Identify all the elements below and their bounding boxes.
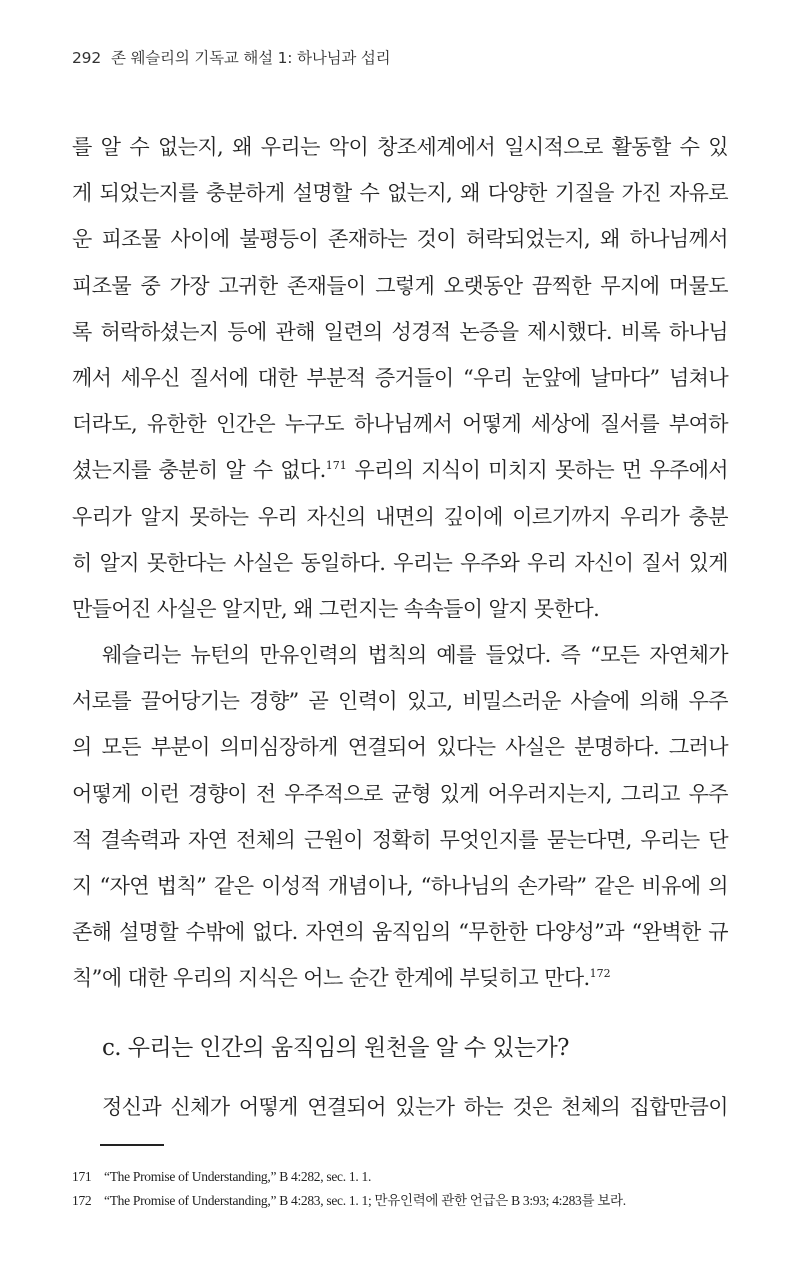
text-line: 지 “자연 법칙” 같은 이성적 개념이나, “하나님의 손가락” 같은 비유에 의 bbox=[72, 874, 728, 898]
footnote-ref-171[interactable]: 171 bbox=[325, 459, 347, 473]
footnote-text: “The Promise of Understanding,” B 4:283, sec. 1. 1; 만유인력에 관한 언급은 B 3:93; 4:283를 보라. bbox=[104, 1193, 626, 1208]
footnote-171 bbox=[72, 1165, 732, 1189]
section-heading: c. 우리는 인간의 움직임의 원천을 알 수 있는가? bbox=[102, 1034, 569, 1061]
text-line: 정신과 신체가 어떻게 연결되어 있는가 하는 것은 천체의 집합만큼이 bbox=[102, 1094, 728, 1119]
text-line: 존해 설명할 수밖에 없다. 자연의 움직임의 “무한한 다양성”과 “완벽한 규 bbox=[72, 920, 728, 945]
text-line bbox=[72, 955, 728, 1001]
text-line: 록 허락하셨는지 등에 관해 일련의 성경적 논증을 제시했다. 비록 하나님 bbox=[72, 319, 728, 344]
footnote-text: “The Promise of Understanding,” B 4:282, sec. 1. 1. bbox=[104, 1169, 372, 1184]
text-line: 운 피조물 사이에 불평등이 존재하는 것이 허락되었는지, 왜 하나님께서 bbox=[72, 227, 728, 252]
text-line: 웨슬리는 뉴턴의 만유인력의 법칙의 예를 들었다. 즉 “모든 자연체가 bbox=[102, 643, 728, 668]
footnote-number: 172 bbox=[72, 1193, 92, 1208]
line-text: 셨는지를 충분히 알 수 없다. bbox=[72, 458, 326, 483]
text-line: 만들어진 사실은 알지만, 왜 그런지는 속속들이 알지 못한다. bbox=[72, 596, 600, 621]
text-line bbox=[72, 447, 728, 493]
page-number: 292 bbox=[72, 49, 101, 67]
footnote-divider bbox=[100, 1144, 164, 1146]
text-line: 적 결속력과 자연 전체의 근원이 정확히 무엇인지를 묻는다면, 우리는 단 bbox=[72, 827, 728, 852]
body-text bbox=[72, 124, 728, 1130]
line-text: 칙”에 대한 우리의 지식은 어느 순간 한계에 부딪히고 만다. bbox=[72, 966, 590, 991]
paragraph-1 bbox=[72, 124, 728, 632]
footnote-172 bbox=[72, 1189, 732, 1213]
text-line: 의 모든 부분이 의미심장하게 연결되어 있다는 사실은 분명하다. 그러나 bbox=[72, 735, 728, 760]
text-line: 히 알지 못한다는 사실은 동일하다. 우리는 우주와 우리 자신이 질서 있게 bbox=[72, 550, 728, 575]
footnote-number: 171 bbox=[72, 1169, 92, 1184]
footnotes bbox=[72, 1165, 732, 1213]
running-header bbox=[72, 46, 390, 68]
line-text: 우리의 지식이 미치지 못하는 먼 우주에서 bbox=[346, 458, 728, 483]
text-line: 서로를 끌어당기는 경향” 곧 인력이 있고, 비밀스러운 사슬에 의해 우주 bbox=[72, 689, 728, 714]
paragraph-3 bbox=[72, 1084, 728, 1130]
running-title: 존 웨슬리의 기독교 해설 1: 하나님과 섭리 bbox=[111, 49, 391, 67]
paragraph-2 bbox=[72, 632, 728, 1002]
footnote-ref-172[interactable]: 172 bbox=[589, 967, 611, 981]
text-line: 더라도, 유한한 인간은 누구도 하나님께서 어떻게 세상에 질서를 부여하 bbox=[72, 412, 728, 437]
text-line: 께서 세우신 질서에 대한 부분적 증거들이 “우리 눈앞에 날마다” 넘쳐나 bbox=[72, 365, 728, 390]
text-line: 어떻게 이런 경향이 전 우주적으로 균형 있게 어우러지는지, 그리고 우주 bbox=[72, 781, 728, 806]
text-line: 게 되었는지를 충분하게 설명할 수 없는지, 왜 다양한 기질을 가진 자유로 bbox=[72, 181, 728, 206]
text-line: 우리가 알지 못하는 우리 자신의 내면의 깊이에 이르기까지 우리가 충분 bbox=[72, 504, 728, 529]
text-line: 를 알 수 없는지, 왜 우리는 악이 창조세계에서 일시적으로 활동할 수 있 bbox=[72, 135, 728, 159]
text-line: 피조물 중 가장 고귀한 존재들이 그렇게 오랫동안 끔찍한 무지에 머물도 bbox=[72, 273, 728, 298]
